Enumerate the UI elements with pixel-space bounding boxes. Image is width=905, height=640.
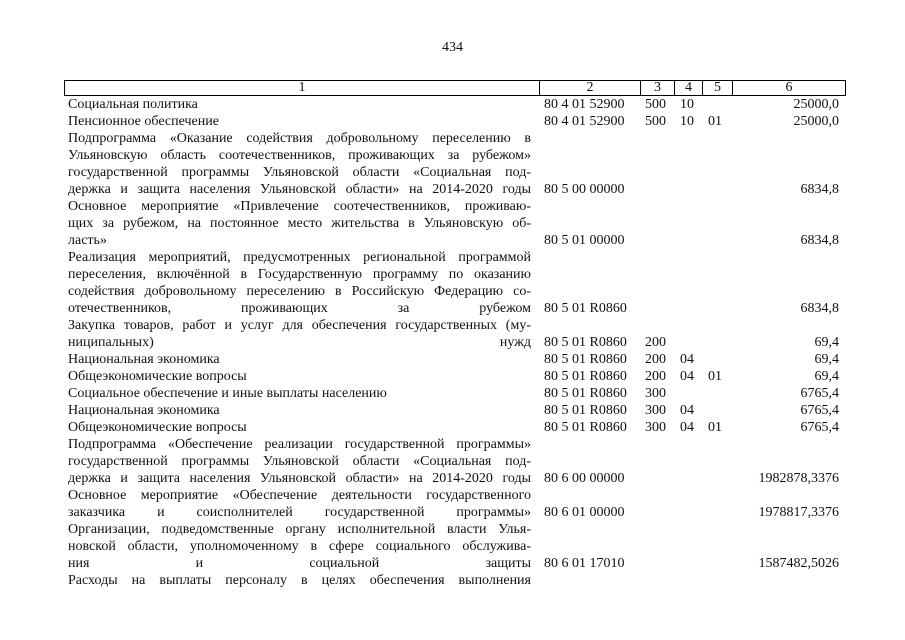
row-code: 80 5 01 R0860 (544, 420, 627, 435)
row-section-3: 200 (645, 352, 666, 367)
row-code: 80 4 01 52900 (544, 114, 625, 129)
row-code: 80 4 01 52900 (544, 97, 625, 112)
table-row (0, 130, 905, 198)
table-row (0, 402, 905, 419)
row-code: 80 6 00 00000 (544, 471, 625, 486)
row-description: Организации, подведомственные органу исполнительной власти Улья- новской области, уполномоченному в сфере социального обслужива- ния и социальной защиты (68, 522, 531, 571)
row-description: Закупка товаров, работ и услуг для обеспечения государственных (му- ниципальных) нужд (68, 318, 531, 350)
row-code: 80 5 01 R0860 (544, 301, 627, 316)
row-section-3: 200 (645, 369, 666, 384)
row-code: 80 5 01 R0860 (544, 386, 627, 401)
row-section-4: 10 (680, 114, 694, 129)
header-col-3: 3 (640, 81, 674, 95)
table-row (0, 317, 905, 351)
row-code: 80 5 01 R0860 (544, 352, 627, 367)
row-amount: 6834,8 (800, 301, 839, 316)
header-col-5: 5 (702, 81, 732, 95)
row-section-3: 500 (645, 114, 666, 129)
table-row (0, 198, 905, 249)
row-section-5: 01 (708, 369, 722, 384)
row-section-3: 300 (645, 420, 666, 435)
row-section-5: 01 (708, 420, 722, 435)
row-section-4: 04 (680, 420, 694, 435)
row-amount: 69,4 (814, 369, 839, 384)
table-row (0, 113, 905, 130)
row-code: 80 5 01 R0860 (544, 403, 627, 418)
row-amount: 69,4 (814, 352, 839, 367)
row-amount: 25000,0 (793, 97, 839, 112)
row-section-3: 300 (645, 403, 666, 418)
row-amount: 25000,0 (793, 114, 839, 129)
row-description: Реализация мероприятий, предусмотренных региональной программой переселения, включённой в Государственную программу по оказанию содействия добровольному переселению в Российскую Федерацию со- отечественников, проживающих за рубежом (68, 250, 531, 316)
row-amount: 6765,4 (800, 420, 839, 435)
row-code: 80 5 01 R0860 (544, 369, 627, 384)
header-col-6: 6 (732, 81, 845, 95)
table-row (0, 368, 905, 385)
row-description: Основное мероприятие «Привлечение соотечественников, проживаю- щих за рубежом, на постоянное место жительства в Ульяновскую об- ласть» (68, 199, 531, 248)
table-row (0, 385, 905, 402)
table-header (64, 80, 846, 96)
row-description: Подпрограмма «Обеспечение реализации государственной программы» государственной программы Ульяновской области «Социальная под- держка и защита населения Ульяновской области» на 2014-2020 годы (68, 437, 531, 486)
table-row (0, 572, 905, 589)
row-description: Национальная экономика (68, 403, 220, 418)
table-row (0, 96, 905, 113)
row-description: Пенсионное обеспечение (68, 114, 219, 129)
row-amount: 1587482,5026 (758, 556, 839, 571)
table-row (0, 436, 905, 487)
row-section-3: 200 (645, 335, 666, 350)
page-number: 434 (442, 40, 463, 55)
row-description: Национальная экономика (68, 352, 220, 367)
row-section-3: 500 (645, 97, 666, 112)
row-description: Социальная политика (68, 97, 198, 112)
row-amount: 1978817,3376 (758, 505, 839, 520)
row-description: Основное мероприятие «Обеспечение деятельности государственного заказчика и соисполнителей государственной программы» (68, 488, 531, 520)
row-description: Общеэкономические вопросы (68, 369, 247, 384)
row-code: 80 6 01 00000 (544, 505, 625, 520)
table-row (0, 487, 905, 521)
header-col-2: 2 (539, 81, 640, 95)
table-row (0, 249, 905, 317)
row-amount: 6834,8 (800, 182, 839, 197)
row-amount: 1982878,3376 (758, 471, 839, 486)
row-amount: 6765,4 (800, 386, 839, 401)
row-description: Подпрограмма «Оказание содействия добровольному переселению в Ульяновскую область соотечественников, проживающих за рубежом» государственной программы Ульяновской области «Социальная под- держка и защита населения Ульяновской области» на 2014-2020 годы (68, 131, 531, 197)
row-description: Социальное обеспечение и иные выплаты населению (68, 386, 387, 401)
row-amount: 69,4 (814, 335, 839, 350)
table-row (0, 351, 905, 368)
row-description: Общеэкономические вопросы (68, 420, 247, 435)
row-amount: 6834,8 (800, 233, 839, 248)
budget-table-body (0, 96, 905, 589)
row-section-4: 04 (680, 369, 694, 384)
row-section-4: 04 (680, 403, 694, 418)
header-col-1: 1 (298, 80, 306, 95)
row-code: 80 5 00 00000 (544, 182, 625, 197)
table-row (0, 521, 905, 572)
table-row (0, 419, 905, 436)
row-code: 80 5 01 00000 (544, 233, 625, 248)
row-section-5: 01 (708, 114, 722, 129)
row-code: 80 5 01 R0860 (544, 335, 627, 350)
row-section-3: 300 (645, 386, 666, 401)
row-code: 80 6 01 17010 (544, 556, 625, 571)
row-amount: 6765,4 (800, 403, 839, 418)
header-col-4: 4 (674, 81, 702, 95)
row-section-4: 10 (680, 97, 694, 112)
row-section-4: 04 (680, 352, 694, 367)
row-description: Расходы на выплаты персоналу в целях обеспечения выполнения (68, 573, 531, 588)
